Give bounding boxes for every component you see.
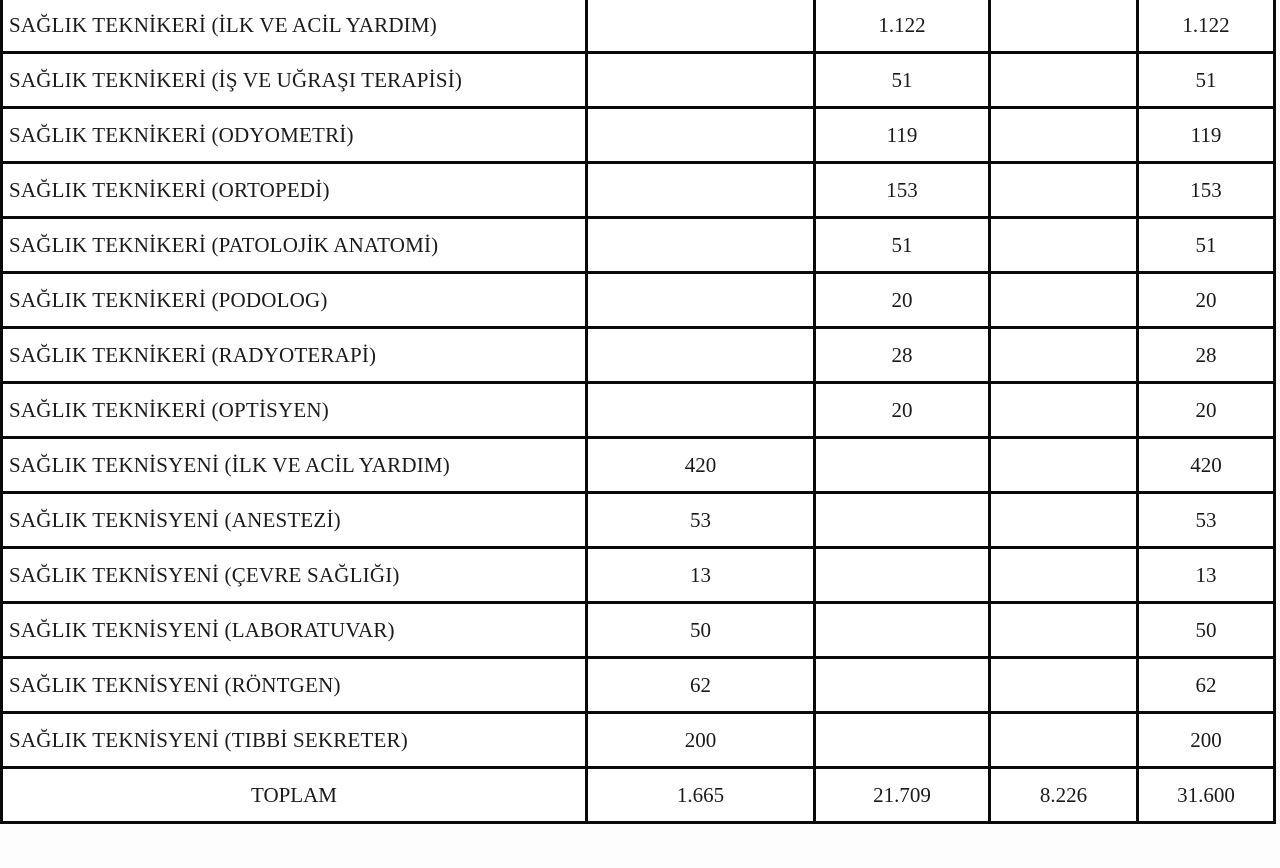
row-total-value: 50 (1138, 603, 1275, 658)
column-2-value: 20 (815, 273, 990, 328)
table-row (2, 658, 1275, 713)
row-total-value: 13 (1138, 548, 1275, 603)
column-3-value (990, 548, 1138, 603)
position-label: SAĞLIK TEKNİKERİ (RADYOTERAPİ) (2, 328, 587, 383)
table-row (2, 493, 1275, 548)
position-label: SAĞLIK TEKNİKERİ (İLK VE ACİL YARDIM) (2, 0, 587, 53)
column-3-value (990, 108, 1138, 163)
column-2-value (815, 603, 990, 658)
column-2-value (815, 438, 990, 493)
table-row (2, 108, 1275, 163)
column-3-value (990, 328, 1138, 383)
column-1-value: 200 (587, 713, 815, 768)
position-label: SAĞLIK TEKNİSYENİ (LABORATUVAR) (2, 603, 587, 658)
column-3-value (990, 713, 1138, 768)
column-3-value (990, 163, 1138, 218)
column-2-value (815, 493, 990, 548)
table-row (2, 328, 1275, 383)
row-total-value: 420 (1138, 438, 1275, 493)
column-3-value (990, 53, 1138, 108)
row-total-value: 28 (1138, 328, 1275, 383)
column-3-value (990, 603, 1138, 658)
column-1-value: 13 (587, 548, 815, 603)
position-label: SAĞLIK TEKNİKERİ (İŞ VE UĞRAŞI TERAPİSİ) (2, 53, 587, 108)
column-2-value: 119 (815, 108, 990, 163)
column-2-value: 28 (815, 328, 990, 383)
table-row (2, 53, 1275, 108)
row-total-value: 20 (1138, 383, 1275, 438)
position-label: SAĞLIK TEKNİKERİ (ORTOPEDİ) (2, 163, 587, 218)
position-label: SAĞLIK TEKNİKERİ (OPTİSYEN) (2, 383, 587, 438)
column-1-value: 53 (587, 493, 815, 548)
row-total-value: 153 (1138, 163, 1275, 218)
table-row (2, 273, 1275, 328)
column-3-value (990, 493, 1138, 548)
position-label: SAĞLIK TEKNİKERİ (PATOLOJİK ANATOMİ) (2, 218, 587, 273)
row-total-value: 62 (1138, 658, 1275, 713)
table-row (2, 0, 1275, 53)
column-2-value (815, 713, 990, 768)
position-label: SAĞLIK TEKNİSYENİ (ÇEVRE SAĞLIĞI) (2, 548, 587, 603)
column-3-value (990, 383, 1138, 438)
column-1-value (587, 273, 815, 328)
column-1-value (587, 328, 815, 383)
row-total-value: 51 (1138, 218, 1275, 273)
table-row (2, 713, 1275, 768)
column-1-value: 420 (587, 438, 815, 493)
column-3-value (990, 218, 1138, 273)
total-column-1: 1.665 (587, 768, 815, 823)
table-row (2, 218, 1275, 273)
column-1-value: 62 (587, 658, 815, 713)
column-3-value (990, 658, 1138, 713)
total-column-2: 21.709 (815, 768, 990, 823)
column-2-value (815, 548, 990, 603)
grand-total: 31.600 (1138, 768, 1275, 823)
total-column-3: 8.226 (990, 768, 1138, 823)
position-label: SAĞLIK TEKNİKERİ (PODOLOG) (2, 273, 587, 328)
column-1-value (587, 0, 815, 53)
table-row (2, 163, 1275, 218)
table-body (2, 0, 1275, 823)
column-2-value: 1.122 (815, 0, 990, 53)
position-label: SAĞLIK TEKNİSYENİ (İLK VE ACİL YARDIM) (2, 438, 587, 493)
column-2-value: 20 (815, 383, 990, 438)
column-1-value (587, 53, 815, 108)
row-total-value: 119 (1138, 108, 1275, 163)
row-total-value: 53 (1138, 493, 1275, 548)
position-label: SAĞLIK TEKNİKERİ (ODYOMETRİ) (2, 108, 587, 163)
table-row (2, 603, 1275, 658)
column-1-value: 50 (587, 603, 815, 658)
column-2-value: 153 (815, 163, 990, 218)
table-row (2, 438, 1275, 493)
position-label: SAĞLIK TEKNİSYENİ (TIBBİ SEKRETER) (2, 713, 587, 768)
column-1-value (587, 163, 815, 218)
column-3-value (990, 0, 1138, 53)
totals-row (2, 768, 1275, 823)
row-total-value: 20 (1138, 273, 1275, 328)
position-label: SAĞLIK TEKNİSYENİ (RÖNTGEN) (2, 658, 587, 713)
position-label: SAĞLIK TEKNİSYENİ (ANESTEZİ) (2, 493, 587, 548)
column-2-value (815, 658, 990, 713)
column-2-value: 51 (815, 53, 990, 108)
row-total-value: 51 (1138, 53, 1275, 108)
column-1-value (587, 383, 815, 438)
column-3-value (990, 438, 1138, 493)
row-total-value: 200 (1138, 713, 1275, 768)
column-2-value: 51 (815, 218, 990, 273)
column-1-value (587, 108, 815, 163)
column-1-value (587, 218, 815, 273)
table-row (2, 383, 1275, 438)
table-row (2, 548, 1275, 603)
totals-label: TOPLAM (2, 768, 587, 823)
column-3-value (990, 273, 1138, 328)
row-total-value: 1.122 (1138, 0, 1275, 53)
